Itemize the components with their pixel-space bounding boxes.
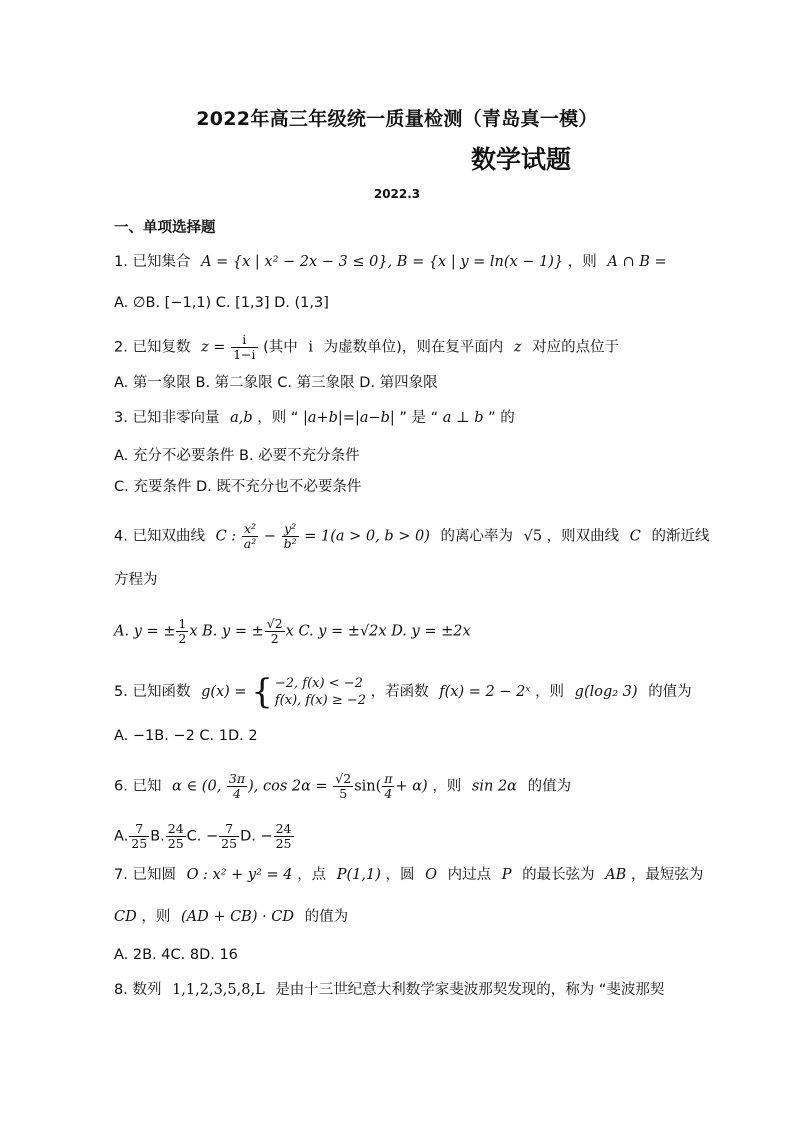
q2-options: A. 第一象限 B. 第二象限 C. 第三象限 D. 第四象限: [114, 375, 438, 391]
q5-arg: g(log₂ 3): [574, 684, 638, 700]
q7-text3: 内过点: [447, 867, 492, 883]
q6-target: sin 2α: [471, 778, 517, 795]
q6-opt-a-num: 7: [129, 822, 149, 837]
q4-minus: −: [263, 528, 276, 545]
q7-var-o: O: [425, 867, 437, 883]
q1-prefix: 1. 已知集合: [114, 254, 191, 270]
q6-options: [114, 822, 295, 851]
q4-f2-den: b²: [283, 536, 297, 551]
q5-options: A. −1B. −2 C. 1D. 2: [114, 728, 258, 744]
q6-opt-a: A.: [114, 828, 129, 845]
q5-fx: f(x) = 2 − 2ˣ: [439, 684, 531, 700]
q3-text3: ” 的: [488, 410, 515, 426]
question-3: [114, 408, 515, 428]
q6-f2-num: √2: [335, 771, 352, 786]
q4-f2-num: y²: [282, 522, 299, 537]
q5-text1: ，若函数: [370, 684, 429, 700]
q7-cd: CD: [114, 909, 137, 925]
q2-text2: 为虚数单位)，则在复平面内: [323, 339, 504, 356]
q6-f1-den: 4: [233, 786, 241, 801]
q6-opt-c-den: 25: [221, 836, 238, 851]
q5-text2: ，则: [535, 684, 565, 700]
q7-var-p: P: [501, 867, 512, 883]
q4-opt-a-frac: [176, 617, 188, 646]
q2-frac-den: 1−i: [233, 347, 256, 362]
q2-fraction: [231, 333, 257, 362]
exam-date: 2022.3: [373, 187, 421, 201]
q6-opt-d-num: 24: [275, 821, 292, 836]
q6-frac-3: [382, 772, 394, 801]
q3-text1: ，则 “: [257, 410, 299, 426]
q7-options: A. 2B. 4C. 8D. 16: [114, 947, 238, 963]
q7-point: P(1,1): [336, 867, 381, 883]
q7-text6: ，则: [141, 909, 171, 925]
q6-opt-c-num: 7: [219, 822, 239, 837]
q1-expr: A ∩ B =: [607, 254, 667, 270]
q6-opt-d: D. −: [240, 828, 273, 845]
q4-options: [114, 617, 471, 646]
q7-prefix: 7. 已知圆: [114, 867, 176, 883]
q5-case-2: f(x), f(x) ≥ −2: [274, 693, 367, 708]
q6-f1-num: 3π: [228, 771, 246, 786]
q5-lhs: g(x) =: [201, 684, 247, 700]
q5-text3: 的值为: [648, 684, 692, 700]
q6-f3-den: 4: [384, 786, 393, 801]
q2-text3: 对应的点位于: [532, 339, 620, 356]
q6-alpha: α ∈ (0,: [172, 778, 226, 795]
q5-prefix: 5. 已知函数: [114, 684, 191, 700]
q7-circle: O : x² + y² = 4: [186, 867, 293, 883]
q4-text1: 的离心率为: [440, 528, 513, 545]
question-5: [114, 672, 692, 712]
exam-subtitle: 数学试题: [471, 145, 572, 174]
q6-text1: ，则: [432, 778, 462, 795]
q4-line2: 方程为: [114, 572, 158, 588]
q1-sets: A = {x | x² − 2x − 3 ≤ 0}, B = {x | y = ln(x − 1)}: [201, 254, 564, 270]
q7-text2: ，圆: [385, 867, 415, 883]
q4-opt-b-den: 2: [270, 631, 279, 646]
q4-prefix: 4. 已知双曲线: [114, 528, 205, 545]
q4-ecc: √5: [523, 528, 543, 545]
q5-cases: [275, 675, 366, 709]
q4-opt-cd: x C. y = ±√2x D. y = ±2x: [285, 623, 471, 640]
question-7: [114, 865, 703, 885]
q6-opt-a-den: 25: [131, 836, 148, 851]
q3-options-line1: A. 充分不必要条件 B. 必要不充分条件: [114, 448, 360, 464]
q6-text2: 的值为: [527, 778, 572, 795]
q6-prefix: 6. 已知: [114, 778, 162, 795]
q4-text2: ，则双曲线: [546, 528, 620, 545]
q3-cond2: a ⊥ b: [442, 410, 484, 426]
q2-frac-num: i: [231, 333, 257, 348]
question-6: [114, 772, 571, 801]
q2-var-z: z: [513, 339, 522, 356]
q2-prefix: 2. 已知复数: [114, 339, 191, 356]
q1-options: A. ∅B. [−1,1) C. [1,3] D. (1,3]: [114, 295, 329, 311]
q6-opt-b-den: 25: [167, 836, 184, 851]
q6-mid: ), cos 2α =: [248, 778, 328, 795]
q6-f2-den: 5: [339, 786, 348, 801]
question-4: [114, 522, 710, 551]
q4-rest: = 1(a > 0, b > 0): [304, 528, 430, 545]
q6-frac-2: [333, 772, 353, 801]
q6-f3-num: π: [384, 771, 393, 786]
q4-opt-b: x B. y = ±: [189, 623, 264, 640]
q3-cond1: |a+b|=|a−b|: [302, 410, 395, 426]
q4-f1-den: a²: [243, 536, 257, 551]
q6-opt-d-den: 25: [275, 836, 292, 851]
q2-text1: (其中: [263, 339, 298, 356]
question-2: [114, 333, 619, 362]
q7-ab: AB: [605, 867, 627, 883]
q5-case-1: −2, f(x) < −2: [274, 676, 363, 691]
q7-text1: ，点: [297, 867, 327, 883]
q4-text3: 的渐近线: [651, 528, 710, 545]
question-1: [114, 252, 667, 272]
section-heading: 一、单项选择题: [114, 220, 216, 236]
q6-tail: + α): [395, 778, 428, 795]
q4-var-c: C: [629, 528, 641, 545]
q2-var-i: i: [308, 339, 314, 356]
exam-title: 2022年高三年级统一质量检测（青岛真一模）: [196, 108, 598, 130]
q3-text2: ” 是 “: [399, 410, 439, 426]
q6-sin: sin(: [354, 778, 382, 795]
question-7-cont: [114, 907, 348, 927]
q6-opt-b-frac: [166, 822, 186, 851]
q4-fraction-2: [282, 522, 299, 551]
q4-opt-b-frac: [265, 617, 285, 646]
q4-c-label: C :: [215, 528, 237, 545]
q7-expr: (AD + CB) · CD: [180, 909, 295, 925]
q4-opt-b-num: √2: [266, 616, 283, 631]
q6-opt-a-frac: [129, 822, 149, 851]
q7-text7: 的值为: [304, 909, 349, 925]
q3-prefix: 3. 已知非零向量: [114, 410, 220, 426]
q6-opt-b-num: 24: [167, 821, 184, 836]
q6-opt-b: B.: [150, 828, 165, 845]
q3-options-line2: C. 充要条件 D. 既不充分也不必要条件: [114, 479, 362, 495]
q4-f1-num: x²: [242, 522, 258, 537]
q7-text4: 的最长弦为: [522, 867, 595, 883]
q4-opt-a-den: 2: [178, 631, 187, 646]
q6-opt-d-frac: [274, 822, 294, 851]
q4-opt-a: A. y = ±: [114, 623, 176, 640]
q3-vecs: a,b: [230, 410, 253, 426]
q8-prefix: 8. 数列: [114, 982, 162, 998]
q6-opt-c-frac: [219, 822, 239, 851]
q2-lhs: z =: [201, 339, 226, 356]
q7-text5: ，最短弦为: [630, 867, 704, 883]
q8-text1: 是由十三世纪意大利数学家斐波那契发现的，称为 “斐波那契: [275, 982, 665, 998]
q6-opt-c: C. −: [186, 828, 219, 845]
q5-brace: {: [251, 672, 273, 712]
q6-frac-1: [227, 772, 247, 801]
q1-mid: ，则: [567, 254, 597, 270]
q4-fraction-1: [242, 522, 258, 551]
q4-opt-a-num: 1: [178, 616, 187, 631]
question-8: [114, 980, 664, 1000]
q8-seq: 1,1,2,3,5,8,L: [172, 982, 265, 998]
